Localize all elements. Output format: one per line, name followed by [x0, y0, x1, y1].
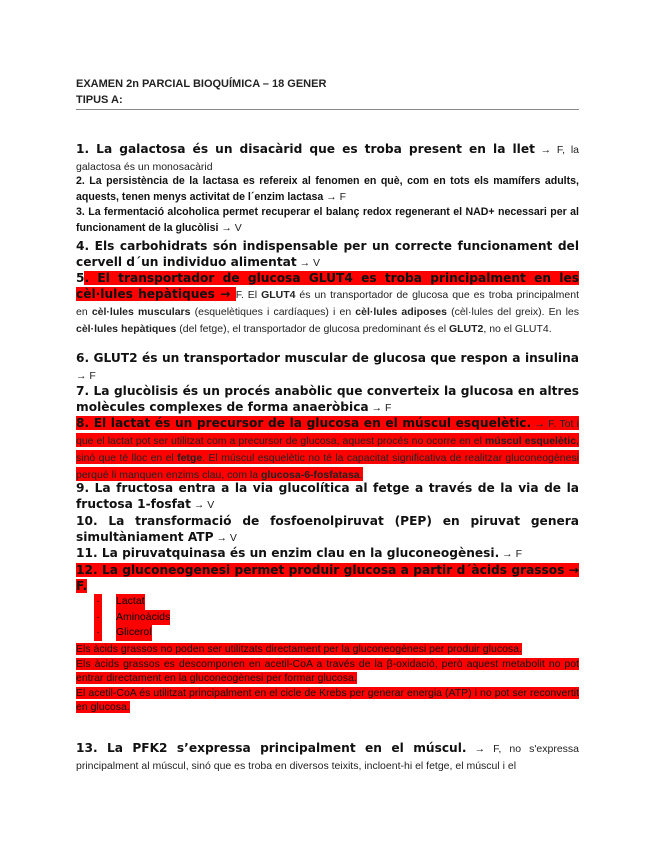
answer-2: → F [323, 190, 347, 203]
answer-8: → F. Tot i que el lactat pot ser utilitzat com a precursor de glucosa, aquest procés no ocorre en el múscul esquelètic, sinó que té lloc en el fetge. El múscul esquelètic no té la capacitat significativa de realitzar gluconeogènesi perquè li manquen enzims clau, com la glucosa-6-fosfatasa. [76, 418, 579, 481]
question-11: 11. La piruvatquinasa és un enzim clau en la gluconeogènesi. → F [76, 546, 522, 560]
question-5-statement: . El transportador de glucosa GLUT4 es troba principalment en les cèl·lules hepàtiques [76, 271, 579, 301]
question-2: 2. La persistència de la lactasa es refereix al fenomen en què, com en tots els mamífers adults, aquests, tenen menys activitat de l´enzim lactasa → F [76, 175, 579, 203]
answer-13: → F, no s'expressa principalment al múscul, sinó que es troba en diversos teixits, incloent-hi el fetge, el múscul i el [76, 743, 580, 772]
answer-12-p1: Els àcids grassos no poden ser utilitzats directament per la gluconeogènesi per produir glucosa. [76, 643, 522, 655]
answer-10: → V [213, 532, 237, 544]
header-divider [76, 109, 579, 110]
answer-6: → F [76, 370, 96, 382]
bullet-icon: · [94, 594, 102, 610]
exam-subtitle: TIPUS A: [76, 94, 123, 106]
question-10: 10. La transformació de fosfoenolpiruvat (PEP) en piruvat genera simultàniament ATP → V [76, 514, 579, 544]
question-6: 6. GLUT2 és un transportador muscular de glucosa que respon a insulina → F [76, 351, 579, 382]
answer-4: → V [296, 257, 321, 269]
answer-3: → V [218, 221, 242, 234]
exam-title: EXAMEN 2n PARCIAL BIOQUÍMICA – 18 GENER [76, 78, 327, 90]
question-8 [76, 415, 579, 483]
answer-7: → F [368, 402, 392, 414]
answer-12 [76, 642, 579, 715]
list-item: · Lactat [76, 594, 579, 610]
answer-9: → V [190, 499, 215, 511]
answer-5: F. El GLUT4 és un transportador de glucosa que es troba principalment en cèl·lules musculars (esquelètiques i cardíaques) i en cèl·lules adiposes (cèl·lules del greix). En les cèl·lules hepàtiques (del fetge), el transportador de glucosa predominant és el GLUT2, no el GLUT4. [76, 289, 580, 335]
list-item: · Glicerol [76, 625, 579, 641]
bullet-icon: · [94, 610, 102, 626]
answer-12-p2: Els àcids grassos es descomponen en acetil-CoA a través de la β-oxidació, però aquest metabolit no pot entrar directament en la gluconeogènesi per formar glucosa. [76, 657, 579, 684]
question-1: 1. La galactosa és un disacàrid que es troba present en la llet → F, la galactosa és un monosacàrid [76, 142, 580, 173]
question-8-statement: 8. El lactat és un precursor de la glucosa en el múscul esquelètic. [76, 416, 532, 430]
precursor-list [76, 594, 579, 641]
answer-12-p3: El acetil-CoA és utilitzat principalment en el cicle de Krebs per generar energia (ATP) i no pot ser reconvertit en glucosa. [76, 686, 579, 713]
question-12: 12. La gluconeogenesi permet produir glucosa a partir d´àcids grassos → F. [76, 563, 579, 593]
list-item: · Aminoàcids [76, 610, 579, 626]
question-4: 4. Els carbohidrats són indispensable per un correcte funcionament del cervell d´un individuo alimentat → V [76, 239, 579, 269]
question-5: 5. El transportador de glucosa GLUT4 es troba principalment en les cèl·lules hepàtiques → F. El GLUT4 és un transportador de glucosa que es troba principalment en cèl·lules musculars (esquelètiques i cardíaques) i en cèl·lules adiposes (cèl·lules del greix). En les cèl·lules hepàtiques (del fetge), el transportador de glucosa predominant és el GLUT2, no el GLUT4. [76, 271, 580, 335]
answer-1: → F, la galactosa és un monosacàrid [76, 144, 580, 173]
question-3: 3. La fermentació alcoholica permet recuperar el balanç redox regenerant el NAD+ necessari per al funcionament de la glucòlisi → V [76, 206, 579, 234]
bullet-icon: · [94, 625, 102, 641]
answer-11: → F [499, 548, 522, 560]
question-13: 13. La PFK2 s’expressa principalment en el múscul. → F, no s'expressa principalment al múscul, sinó que es troba en diversos teixits, incloent-hi el fetge, el múscul i el [76, 741, 580, 772]
question-7: 7. La glucòlisis és un procés anabòlic que converteix la glucosa en altres molècules complexes de forma anaeròbica → F [76, 384, 579, 414]
question-9: 9. La fructosa entra a la via glucolítica al fetge a través de la via de la fructosa 1-fosfat → V [76, 481, 579, 511]
